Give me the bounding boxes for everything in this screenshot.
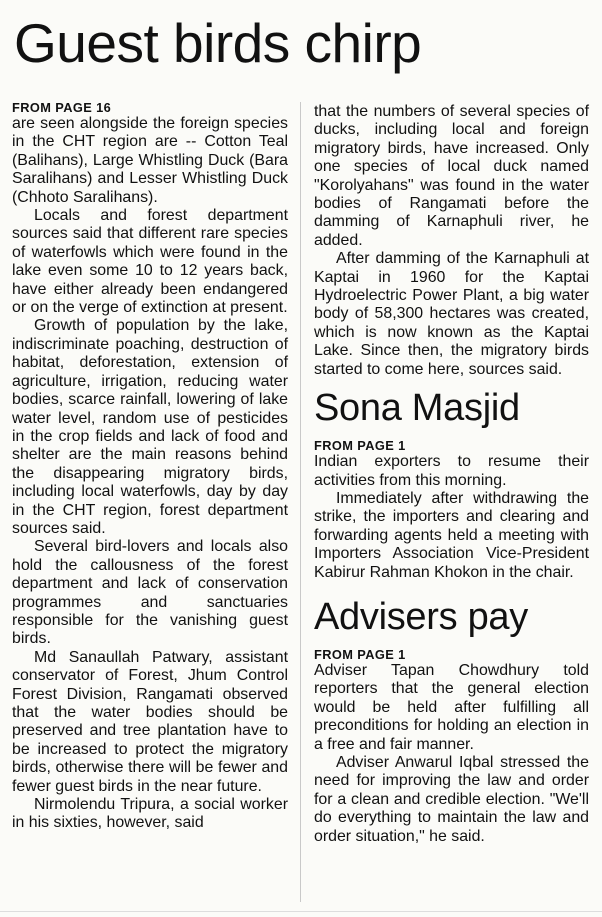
article-paragraph: Adviser Tapan Chowdhury told reporters that the general election would be held after fulfilling all preconditions for holding an election in a free and fair manner. xyxy=(314,661,589,753)
article-paragraph: After damming of the Karnaphuli at Kaptai in 1960 for the Kaptai Hydroelectric Power Plant, a big water body of 58,300 hectares was created, which is now known as the Kaptai Lake. Since then, the migratory birds started to come here, sources said. xyxy=(314,250,589,378)
article-paragraph: Nirmolendu Tripura, a social worker in his sixties, however, said xyxy=(12,796,288,832)
article-paragraph: Indian exporters to resume their activities from this morning. xyxy=(314,453,589,489)
advisers-pay-kicker: FROM PAGE 1 xyxy=(314,646,406,662)
article-paragraph: Several bird-lovers and locals also hold the callousness of the forest department and lack of conservation programmes and sanctuaries responsible for the vanishing guest birds. xyxy=(12,538,288,648)
main-headline: Guest birds chirp xyxy=(14,12,422,74)
advisers-pay-headline: Advisers pay xyxy=(314,595,528,638)
advisers-pay-article xyxy=(314,595,589,846)
article-paragraph: Immediately after withdrawing the strike, the importers and clearing and forwarding agents held a meeting with Importers Association Vice-President Kabirur Rahman Khokon in the chair. xyxy=(314,489,589,581)
article-paragraph-continued: that the numbers of several species of ducks, including local and foreign migratory birds, have increased. Only one species of local duck named "Korolyahans" was found in the water bodies of Rangamati before the damming of Karnaphuli river, he added. xyxy=(314,103,589,249)
article-paragraph: Locals and forest department sources said that different rare species of waterfowls which were found in the lake even some 10 to 12 years back, have either already been endangered or on the verge of extinction at present. xyxy=(12,207,288,317)
article-paragraph: Adviser Anwarul Iqbal stressed the need for improving the law and order for a clean and credible election. "We'll do everything to maintain the law and order situation," he said. xyxy=(314,753,589,845)
bottom-rule xyxy=(0,911,602,912)
right-column xyxy=(314,103,589,846)
column-divider xyxy=(300,102,301,902)
article-paragraph: Growth of population by the lake, indiscriminate poaching, destruction of habitat, deforestation, extension of agriculture, irrigation, reducing water bodies, scarce rainfall, lowering of lake water level, random use of pesticides in the crop fields and lack of food and shelter are the main reasons behind the disappearing migratory birds, including local waterfowls, day by day in the CHT region, forest department sources said. xyxy=(12,317,288,537)
left-column xyxy=(12,101,288,833)
sona-masjid-kicker: FROM PAGE 1 xyxy=(314,438,406,454)
article-paragraph: Md Sanaullah Patwary, assistant conservator of Forest, Jhum Control Forest Division, Rangamati observed that the water bodies should be preserved and tree plantation have to be increased to protect the migratory birds, otherwise there will be fewer and fewer guest birds in the near future. xyxy=(12,648,288,795)
guest-birds-kicker: FROM PAGE 16 xyxy=(12,100,112,115)
sona-masjid-article xyxy=(314,389,589,582)
article-paragraph: are seen alongside the foreign species in the CHT region are -- Cotton Teal (Balihans), Large Whistling Duck (Bara Saralihans) and Lesser Whistling Duck (Chhoto Saralihans). xyxy=(12,115,288,206)
sona-masjid-headline: Sona Masjid xyxy=(314,387,520,430)
